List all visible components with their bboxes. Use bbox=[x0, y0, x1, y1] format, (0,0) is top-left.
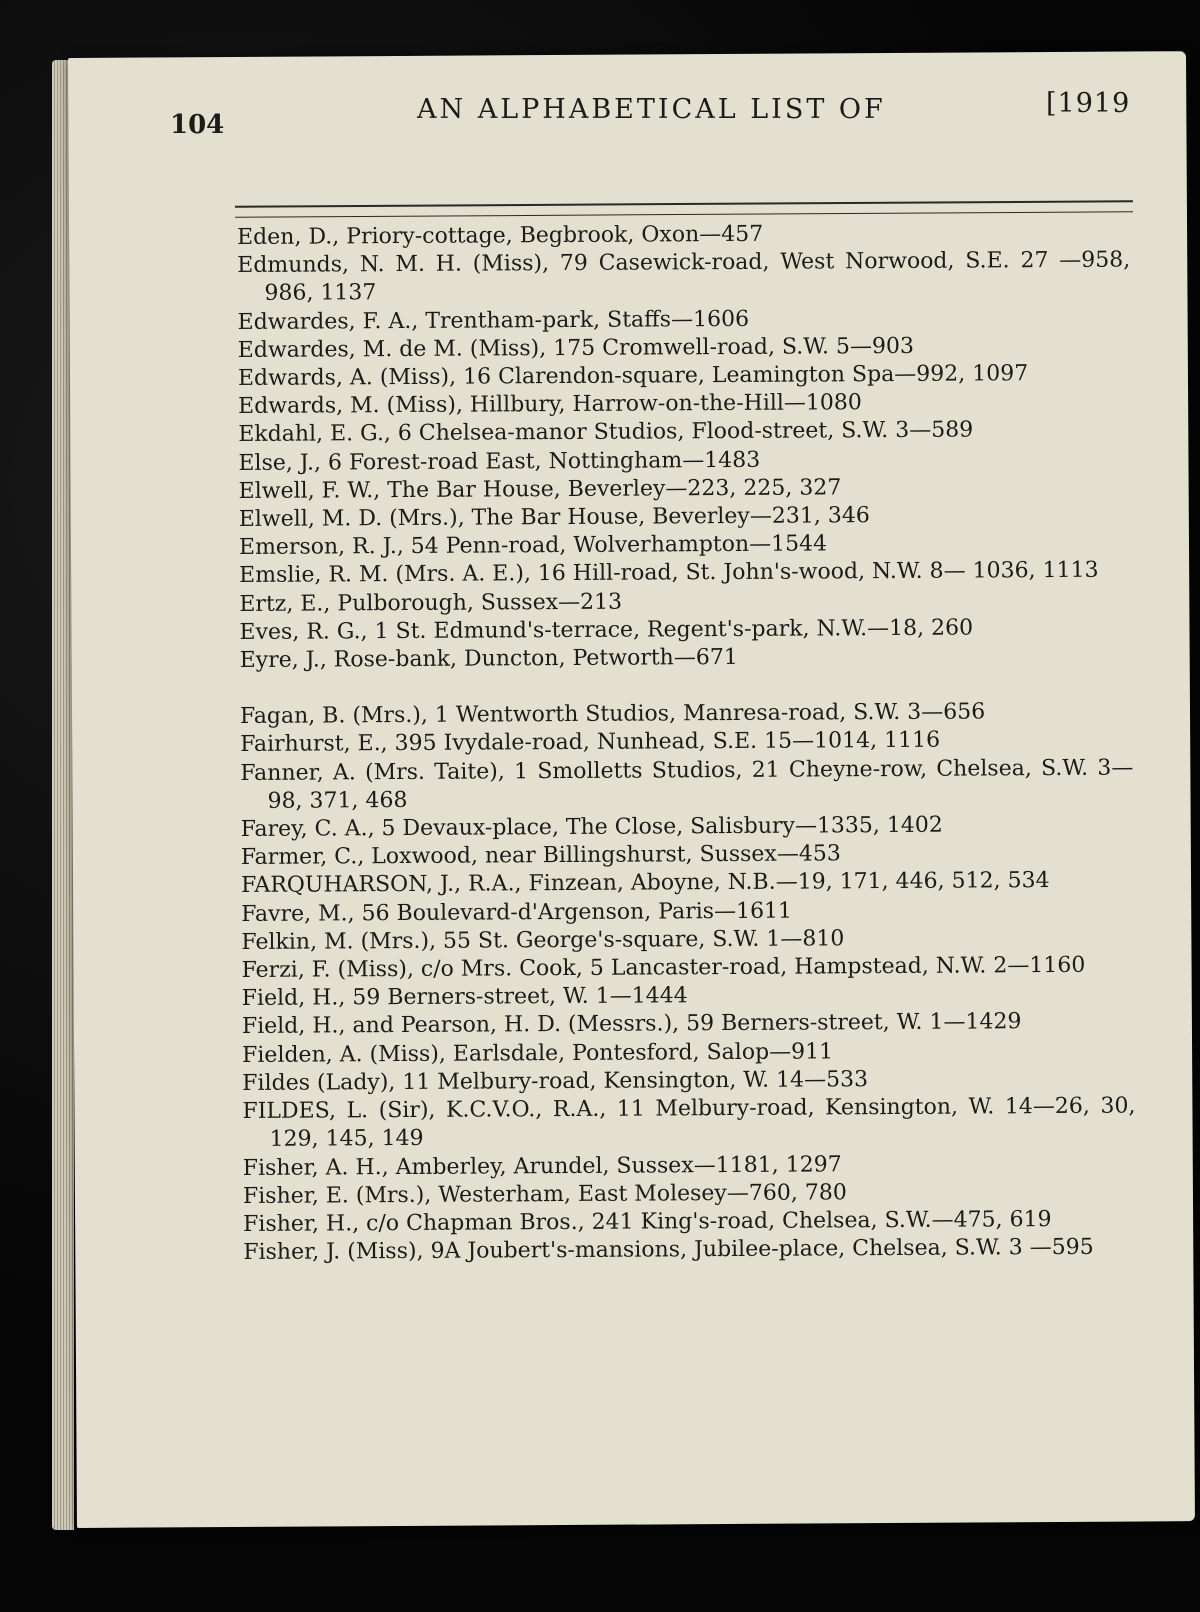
list-item: Eyre, J., Rose-bank, Duncton, Petworth—671 bbox=[239, 644, 738, 674]
list-item: Fisher, H., c/o Chapman Bros., 241 King's-road, Chelsea, S.W.—475, 619 bbox=[243, 1206, 1052, 1237]
list-item: Fisher, J. (Miss), 9A Joubert's-mansions, Jubilee-place, Chelsea, S.W. 3 —595 bbox=[243, 1234, 1094, 1266]
list-item: Else, J., 6 Forest-road East, Nottingham—1483 bbox=[238, 447, 761, 476]
list-item: Elwell, M. D. (Mrs.), The Bar House, Beverley—231, 346 bbox=[238, 503, 870, 533]
list-item: Ekdahl, E. G., 6 Chelsea-manor Studios, Flood-street, S.W. 3—589 bbox=[238, 417, 974, 448]
running-head bbox=[170, 88, 1170, 148]
page-number: 104 bbox=[170, 110, 225, 140]
list-item: Fagan, B. (Mrs.), 1 Wentworth Studios, Manresa-road, S.W. 3—656 bbox=[239, 699, 986, 730]
list-item: Favre, M., 56 Boulevard-d'Argenson, Paris—1611 bbox=[241, 898, 793, 927]
list-item: Edwardes, M. de M. (Miss), 175 Cromwell-road, S.W. 5—903 bbox=[237, 333, 915, 363]
list-item: Edwardes, F. A., Trentham-park, Staffs—1606 bbox=[237, 306, 750, 335]
list-item: Fisher, E. (Mrs.), Westerham, East Molesey—760, 780 bbox=[242, 1179, 847, 1209]
list-item: Elwell, F. W., The Bar House, Beverley—223, 225, 327 bbox=[238, 475, 842, 504]
list-item: Fisher, A. H., Amberley, Arundel, Sussex—1181, 1297 bbox=[242, 1151, 842, 1181]
list-item: Edmunds, N. M. H. (Miss), 79 Casewick-road, West Norwood, S.E. 27 —958, 986, 1137 bbox=[237, 247, 1131, 307]
list-item: Fielden, A. (Miss), Earlsdale, Pontesford, Salop—911 bbox=[242, 1039, 834, 1068]
list-item: Eden, D., Priory-cottage, Begbrook, Oxon—457 bbox=[237, 221, 764, 250]
year-label: [1919 bbox=[1046, 88, 1131, 119]
entry-list bbox=[237, 219, 1136, 1268]
list-item: Edwards, A. (Miss), 16 Clarendon-square, Leamington Spa—992, 1097 bbox=[237, 361, 1029, 392]
list-item: Fairhurst, E., 395 Ivydale-road, Nunhead, S.E. 15—1014, 1116 bbox=[240, 728, 941, 758]
list-item: Field, H., and Pearson, H. D. (Messrs.), 59 Berners-street, W. 1—1429 bbox=[241, 1009, 1022, 1040]
list-item: Eves, R. G., 1 St. Edmund's-terrace, Regent's-park, N.W.—18, 260 bbox=[239, 615, 974, 645]
list-item: Emerson, R. J., 54 Penn-road, Wolverhampton—1544 bbox=[238, 531, 828, 561]
list-item: Farey, C. A., 5 Devaux-place, The Close, Salisbury—1335, 1402 bbox=[240, 812, 943, 843]
list-item: Felkin, M. (Mrs.), 55 St. George's-square, S.W. 1—810 bbox=[241, 926, 845, 955]
list-item: Fildes (Lady), 11 Melbury-road, Kensington, W. 14—533 bbox=[242, 1067, 869, 1096]
list-item: FILDES, L. (Sir), K.C.V.O., R.A., 11 Melbury-road, Kensington, W. 14—26, 30, 129, 145, 149 bbox=[242, 1093, 1136, 1153]
list-item: Field, H., 59 Berners-street, W. 1—1444 bbox=[241, 983, 688, 1012]
list-item: Fanner, A. (Mrs. Taite), 1 Smolletts Studios, 21 Cheyne-row, Chelsea, S.W. 3—98, 371, 468 bbox=[240, 755, 1134, 814]
list-item: Edwards, M. (Miss), Hillbury, Harrow-on-the-Hill—1080 bbox=[238, 390, 862, 420]
list-item: Ertz, E., Pulborough, Sussex—213 bbox=[239, 589, 623, 617]
list-item: Ferzi, F. (Miss), c/o Mrs. Cook, 5 Lancaster-road, Hampstead, N.W. 2—1160 bbox=[241, 952, 1086, 984]
page-title: AN ALPHABETICAL LIST OF bbox=[417, 94, 886, 125]
list-item: FARQUHARSON, J., R.A., Finzean, Aboyne, N.B.—19, 171, 446, 512, 534 bbox=[240, 868, 1050, 899]
list-item: Farmer, C., Loxwood, near Billingshurst, Sussex—453 bbox=[240, 841, 841, 871]
list-item: Emslie, R. M. (Mrs. A. E.), 16 Hill-road, St. John's-wood, N.W. 8— 1036, 1113 bbox=[239, 558, 1099, 589]
